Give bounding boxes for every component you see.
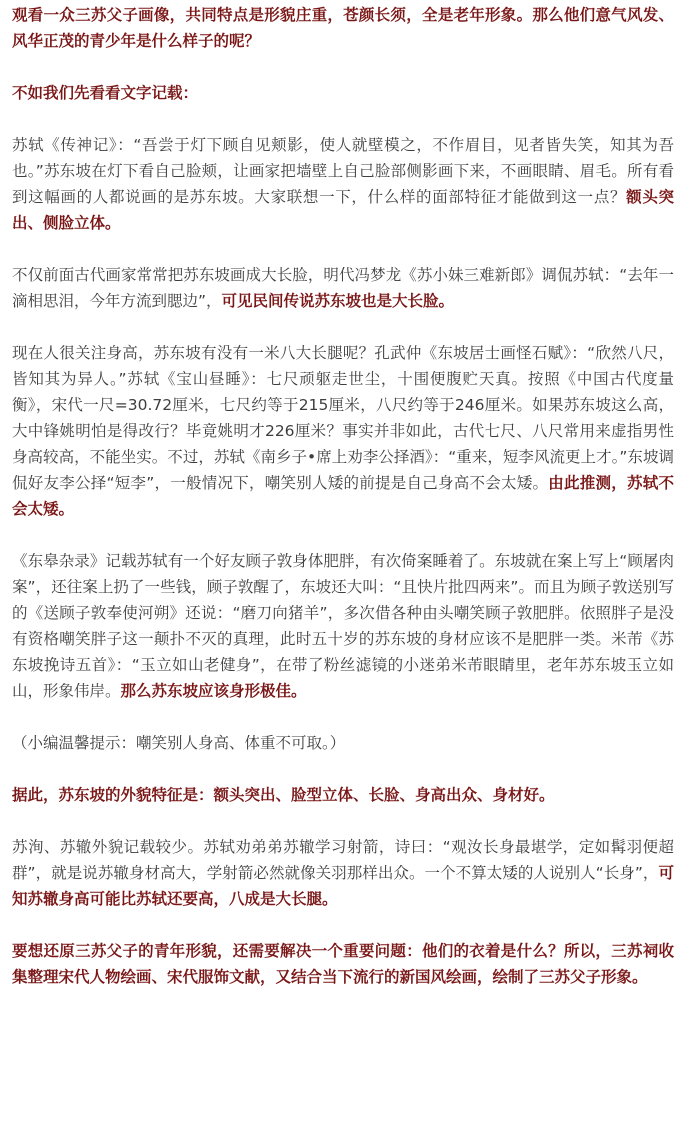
paragraph-text: 苏洵、苏辙外貌记载较少。苏轼劝弟弟苏辙学习射箭，诗曰：“观汝长身最堪学，定如髯羽便超群”，就是说苏辙身材高大，学射箭必然就像关羽那样出众。一个不算太矮的人说别人“长身”， [12,838,674,882]
physique-paragraph [12,548,674,704]
intro-paragraph: 观看一众三苏父子画像，共同特点是形貌庄重，苍颜长须，全是老年形象。那么他们意气风发、风华正茂的青少年是什么样子的呢？ [12,6,674,50]
long-face-paragraph [12,262,674,314]
conclusion-paragraph: 要想还原三苏父子的青年形貌，还需要解决一个重要问题：他们的衣着是什么？所以，三苏祠收集整理宋代人物绘画、宋代服饰文献，又结合当下流行的新国风绘画，绘制了三苏父子形象。 [12,942,674,986]
paragraph-highlight: 由此推测，苏轼不会太矮。 [12,474,674,518]
paragraph-highlight: 可见民间传说苏东坡也是大长脸。 [221,292,455,310]
su-zhe-paragraph [12,834,674,912]
paragraph-text: 现在人很关注身高，苏东坡有没有一米八大长腿呢？孔武仲《东坡居士画怪石赋》：“欣然八尺，皆知其为异人。”苏轼《宝山昼睡》：七尺顽躯走世尘，十围便腹贮天真。按照《中国古代度量衡》，宋代一尺=30.72厘米，七尺约等于215厘米，八尺约等于246厘米。如果苏东坡这么高，大中锋姚明怕是得改行？毕竟姚明才226厘米？事实并非如此，古代七尺、八尺常用来虚指男性身高较高，不能坐实。不过，苏轼《南乡子•席上劝李公择酒》：“重来，短李风流更上才。”东坡调侃好友李公择“短李”，一般情况下，嘲笑别人矮的前提是自己身高不会太矮。 [12,344,674,492]
editor-tip-paragraph: （小编温馨提示：嘲笑别人身高、体重不可取。） [12,734,346,752]
summary-paragraph: 据此，苏东坡的外貌特征是：额头突出、脸型立体、长脸、身高出众、身材好。 [12,786,555,804]
paragraph-highlight: 那么苏东坡应该身形极佳。 [120,682,307,700]
height-paragraph [12,340,674,522]
paragraph-text: 苏轼《传神记》：“吾尝于灯下顾自见颊影，使人就壁模之，不作眉目，见者皆失笑，知其为吾也。”苏东坡在灯下看自己脸颊，让画家把墙壁上自己脸部侧影画下来，不画眼睛、眉毛。所有看到这幅画的人都说画的是苏东坡。大家联想一下，什么样的面部特征才能做到这一点？ [12,136,674,206]
paragraph-text: 《东皋杂录》记载苏轼有一个好友顾子敦身体肥胖，有次倚案睡着了。东坡就在案上写上“顾屠肉案”，还往案上扔了一些钱，顾子敦醒了，东坡还大叫：“且快片批四两来”。而且为顾子敦送别写的《送顾子敦奉使河朔》还说：“磨刀向猪羊”，多次借各种由头嘲笑顾子敦肥胖。依照胖子是没有资格嘲笑胖子这一颠扑不灭的真理，此时五十岁的苏东坡的身材应该不是肥胖一类。米芾《苏东坡挽诗五首》：“玉立如山老健身”，在带了粉丝滤镜的小迷弟米芾眼睛里，老年苏东坡玉立如山，形象伟岸。 [12,552,674,700]
chuanshenji-paragraph [12,132,674,236]
paragraph-highlight: 额头突出、侧脸立体。 [12,188,674,232]
transition-paragraph: 不如我们先看看文字记载： [12,84,199,102]
paragraph-highlight: 可知苏辙身高可能比苏轼还要高，八成是大长腿。 [12,864,674,908]
paragraph-text: 不仅前面古代画家常常把苏东坡画成大长脸，明代冯梦龙《苏小妹三难新郎》调侃苏轼：“去年一滴相思泪，今年方流到腮边”， [12,266,674,310]
